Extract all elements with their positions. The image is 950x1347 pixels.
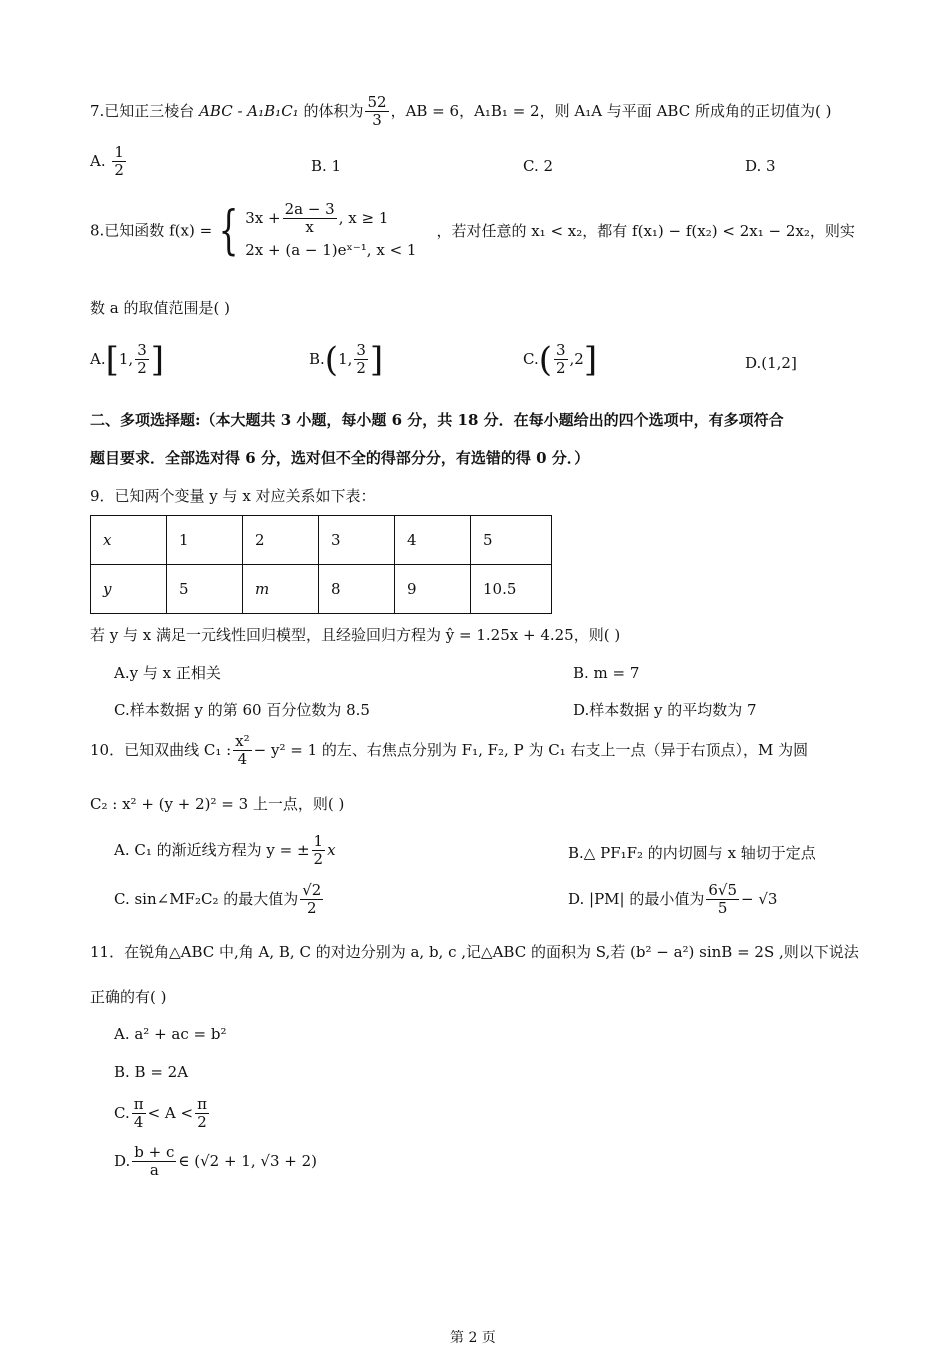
- q8-function-label: 8.已知函数 f(x) =: [90, 221, 213, 240]
- q8-option-b-numerator: 3: [356, 341, 366, 359]
- q7-stem-text-c: 的体积为: [298, 101, 364, 120]
- q11-option-a: A. a² + ac = b²: [114, 1025, 227, 1043]
- q11-option-c-label: C.: [114, 1103, 130, 1122]
- q10-option-a-numerator: 1: [313, 832, 324, 850]
- q10-option-c-denominator: 2: [307, 899, 317, 918]
- q9-option-c: C.样本数据 y 的第 60 百分位数为 8.5: [114, 701, 370, 719]
- q7-option-a-numerator: 1: [114, 143, 124, 161]
- q8-stem-condition: ，若对任意的 x₁ < x₂，都有 f(x₁) − f(x₂) < 2x₁ − 2x₂，则实: [436, 221, 855, 240]
- q9-cell: 1: [167, 516, 243, 565]
- q8-piecewise: [245, 201, 416, 260]
- q9-cell: 2: [243, 516, 319, 565]
- page-footer: 第 2 页: [450, 1330, 496, 1346]
- q7-option-a-denominator: 2: [114, 161, 124, 180]
- q10-option-c-fraction: [300, 882, 323, 918]
- q9-cell: 4: [395, 516, 471, 565]
- q8-option-c-label: C.: [523, 349, 539, 368]
- q8-option-c-upper: ,2: [569, 349, 584, 368]
- q10-option-c-lead: C. sin∠MF₂C₂ 的最大值为: [114, 889, 299, 908]
- q8-option-c-right-bracket: ]: [583, 339, 598, 380]
- q7-stem: [90, 94, 831, 130]
- q9-option-a: A.y 与 x 正相关: [114, 664, 221, 682]
- q8-case-2: 2x + (a − 1)eˣ⁻¹, x < 1: [245, 240, 417, 259]
- q9-cell: 10.5: [471, 565, 552, 614]
- q8-case-1-condition: , x ≥ 1: [338, 208, 389, 227]
- q11-option-d-numerator: b + c: [134, 1143, 175, 1161]
- q7-volume-fraction: [365, 94, 388, 130]
- q9-stem: 9．已知两个变量 y 与 x 对应关系如下表：: [90, 487, 376, 505]
- q8-option-b-right-bracket: ]: [369, 339, 384, 380]
- q7-stem-text-d: ，AB = 6，A₁B₁ = 2，则 A₁A 与平面 ABC 所成角的正切值为( ): [390, 101, 832, 120]
- q11-option-d-interval: ∈ (√2 + 1, √3 + 2): [178, 1151, 317, 1170]
- q8-option-a-right-bracket: ]: [150, 339, 164, 380]
- q7-option-a: [90, 144, 128, 180]
- q8-brace: {: [218, 200, 239, 261]
- q8-option-b-left-bracket: (: [324, 339, 339, 380]
- q8-option-b-denominator: 2: [356, 359, 366, 378]
- q7-option-d: D. 3: [745, 157, 776, 175]
- q11-stem: 11．在锐角△ABC 中,角 A, B, C 的对边分别为 a, b, c ,记△ABC 的面积为 S,若 (b² − a²) sinB = 2S ,则以下说法: [90, 943, 859, 961]
- q10-option-a-lead: A. C₁ 的渐近线方程为 y = ±: [114, 840, 310, 859]
- q8-option-b-lower: 1,: [338, 349, 353, 368]
- q8-option-a-numerator: 3: [137, 341, 147, 359]
- q10-option-d-denominator: 5: [717, 899, 728, 918]
- q10-option-a: [114, 833, 336, 869]
- q9-after-table: 若 y 与 x 满足一元线性回归模型，且经验回归方程为 ŷ = 1.25x + 4.25，则( ): [90, 626, 621, 644]
- q11-stem-tail: 正确的有( ): [90, 988, 167, 1006]
- q11-option-c-fraction-1: [132, 1096, 146, 1132]
- q10-option-d: [568, 882, 777, 918]
- q8-option-a: [90, 339, 164, 380]
- q8-option-b-fraction: [354, 342, 368, 378]
- q8-option-c: [523, 339, 598, 380]
- q11-option-c-denominator-2: 2: [197, 1113, 207, 1132]
- q9-table: [90, 515, 552, 614]
- q8-option-d: D.(1,2]: [745, 354, 797, 372]
- q11-option-d-fraction: [132, 1144, 176, 1180]
- q10-option-a-variable: x: [327, 840, 336, 859]
- q8-option-b-label: B.: [309, 349, 325, 368]
- q10-stem: [90, 733, 808, 769]
- q8-option-a-lower: 1,: [118, 349, 134, 368]
- q11-option-c-fraction-2: [195, 1096, 209, 1132]
- q10-stem-tail: C₂ : x² + (y + 2)² = 3 上一点，则( ): [90, 795, 345, 813]
- q8-option-a-denominator: 2: [137, 359, 147, 378]
- q11-option-c-numerator-2: π: [197, 1095, 207, 1113]
- q7-option-c: C. 2: [523, 157, 554, 175]
- q10-option-a-denominator: 2: [313, 850, 324, 869]
- q7-stem-text-b: ABC - A₁B₁C₁: [199, 101, 299, 120]
- q8-option-a-left-bracket: [: [105, 339, 119, 380]
- q8-case-1-fraction: [283, 201, 337, 237]
- q9-cell: x: [91, 516, 167, 565]
- q8-option-c-fraction: [554, 342, 568, 378]
- q7-volume-denominator: 3: [372, 111, 382, 130]
- q8-case-1-lead: 3x +: [245, 208, 281, 227]
- q11-option-c: [114, 1096, 211, 1132]
- q8-option-a-fraction: [135, 342, 149, 378]
- q10-option-b: B.△ PF₁F₂ 的内切圆与 x 轴切于定点: [568, 844, 816, 862]
- q8-case-1: [245, 201, 416, 237]
- q11-option-d: [114, 1144, 317, 1180]
- q9-option-d: D.样本数据 y 的平均数为 7: [573, 701, 757, 719]
- q8-option-c-left-bracket: (: [538, 339, 552, 380]
- q9-cell: 9: [395, 565, 471, 614]
- q10-option-a-fraction: [312, 833, 326, 869]
- q10-stem-lead: 10．已知双曲线 C₁ :: [90, 740, 232, 759]
- q11-option-d-denominator: a: [149, 1161, 159, 1180]
- q11-option-c-middle: < A <: [147, 1103, 194, 1122]
- section2-heading-line1: 二、多项选择题:（本大题共 3 小题，每小题 6 分，共 18 分．在每小题给出的四个选项中，有多项符合: [90, 411, 784, 429]
- q9-cell: 5: [471, 516, 552, 565]
- q10-stem-denominator: 4: [237, 750, 248, 769]
- q9-cell: 3: [319, 516, 395, 565]
- q11-option-c-numerator-1: π: [133, 1095, 144, 1113]
- q7-option-b: B. 1: [311, 157, 342, 175]
- q8-stem: [90, 201, 855, 260]
- q8-stem-tail: 数 a 的取值范围是( ): [90, 299, 230, 317]
- q8-case-1-numerator: 2a − 3: [284, 200, 335, 218]
- q7-stem-text-a: 7.已知正三棱台: [90, 101, 200, 120]
- q10-stem-fraction: [233, 733, 251, 769]
- q8-case-1-denominator: x: [305, 218, 314, 237]
- q9-option-b: B. m = 7: [573, 664, 640, 682]
- q10-option-d-lead: D. |PM| 的最小值为: [568, 889, 705, 908]
- q11-option-c-denominator-1: 4: [133, 1113, 144, 1132]
- q9-table-row-y: [91, 565, 552, 614]
- q10-option-d-fraction: [706, 882, 739, 918]
- q7-option-a-label: A.: [90, 151, 106, 170]
- q9-table-row-x: [91, 516, 552, 565]
- q10-option-d-numerator: 6√5: [708, 881, 738, 899]
- q10-stem-numerator: x²: [235, 732, 250, 750]
- q11-option-b: B. B = 2A: [114, 1063, 189, 1081]
- q8-option-c-numerator: 3: [555, 341, 566, 359]
- q10-option-d-tail: − √3: [741, 889, 778, 908]
- q7-option-a-fraction: [112, 144, 126, 180]
- q9-cell: m: [243, 565, 319, 614]
- q9-cell: y: [91, 565, 167, 614]
- q8-option-c-denominator: 2: [555, 359, 566, 378]
- q9-cell: 8: [319, 565, 395, 614]
- q11-option-d-label: D.: [114, 1151, 131, 1170]
- q10-stem-rest: − y² = 1 的左、右焦点分别为 F₁, F₂, P 为 C₁ 右支上一点（异于右顶点），M 为圆: [253, 740, 809, 759]
- q10-option-c: [114, 882, 325, 918]
- q10-option-c-numerator: √2: [302, 881, 322, 899]
- q7-volume-numerator: 52: [367, 93, 387, 111]
- section2-heading-line2: 题目要求．全部选对得 6 分，选对但不全的得部分分，有选错的得 0 分．）: [90, 449, 590, 467]
- q8-option-a-label: A.: [90, 349, 106, 368]
- q8-option-b: [309, 339, 384, 380]
- q9-cell: 5: [167, 565, 243, 614]
